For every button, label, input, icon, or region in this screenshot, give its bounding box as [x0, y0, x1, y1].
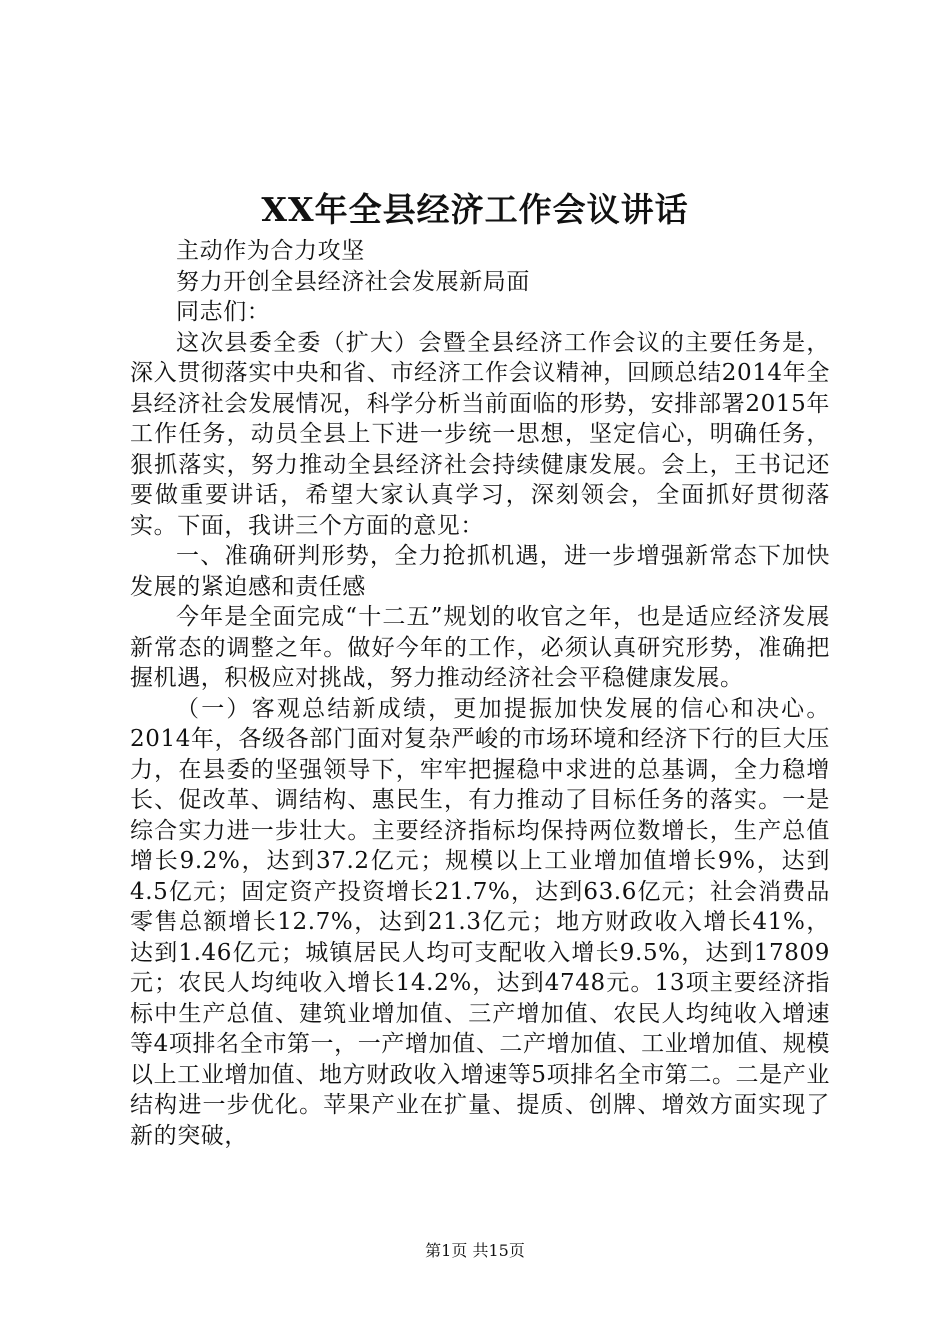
section-heading: 一、准确研判形势，全力抢抓机遇，进一步增强新常态下加快发展的紧迫感和责任感 [130, 543, 830, 600]
body-paragraph: 今年是全面完成“十二五”规划的收官之年，也是适应经济发展新常态的调整之年。做好今年的工作，必须认真研究形势，准确把握机遇，积极应对挑战，努力推动经济社会平稳健康发展。 [130, 604, 830, 691]
document-body [130, 236, 830, 1151]
page-total: 共15页 [472, 1241, 525, 1260]
page-number: 第1页 [425, 1241, 468, 1260]
body-paragraph: 这次县委全委（扩大）会暨全县经济工作会议的主要任务是，深入贯彻落实中央和省、市经济工作会议精神，回顾总结2014年全县经济社会发展情况，科学分析当前面临的形势，安排部署2015年工作任务，动员全县上下进一步统一思想，坚定信心，明确任务，狠抓落实，努力推动全县经济社会持续健康发展。会上，王书记还要做重要讲话，希望大家认真学习，深刻领会，全面抓好贯彻落实。下面，我讲三个方面的意见： [130, 329, 830, 539]
body-paragraph: （一）客观总结新成绩，更加提振加快发展的信心和决心。2014年，各级各部门面对复杂严峻的市场环境和经济下行的巨大压力，在县委的坚强领导下，牢牢把握稳中求进的总基调，全力稳增长、促改革、调结构、惠民生，有力推动了目标任务的落实。一是综合实力进一步壮大。主要经济指标均保持两位数增长，生产总值增长9.2%，达到37.2亿元；规模以上工业增加值增长9%，达到4.5亿元；固定资产投资增长21.7%，达到63.6亿元；社会消费品零售总额增长12.7%，达到21.3亿元；地方财政收入增长41%，达到1.46亿元；城镇居民人均可支配收入增长9.5%，达到17809元；农民人均纯收入增长14.2%，达到4748元。13项主要经济指标中生产总值、建筑业增加值、三产增加值、农民人均纯收入增速等4项排名全市第一，一产增加值、二产增加值、工业增加值、规模以上工业增加值、地方财政收入增速等5项排名全市第二。二是产业结构进一步优化。苹果产业在扩量、提质、创牌、增效方面实现了新的突破， [130, 695, 830, 1149]
salutation: 同志们： [176, 299, 271, 325]
document-title: XX年全县经济工作会议讲话 [261, 190, 689, 229]
page-footer [0, 1239, 950, 1263]
subtitle-line-1: 主动作为合力攻坚 [176, 238, 365, 264]
subtitle-line-2: 努力开创全县经济社会发展新局面 [176, 268, 530, 295]
